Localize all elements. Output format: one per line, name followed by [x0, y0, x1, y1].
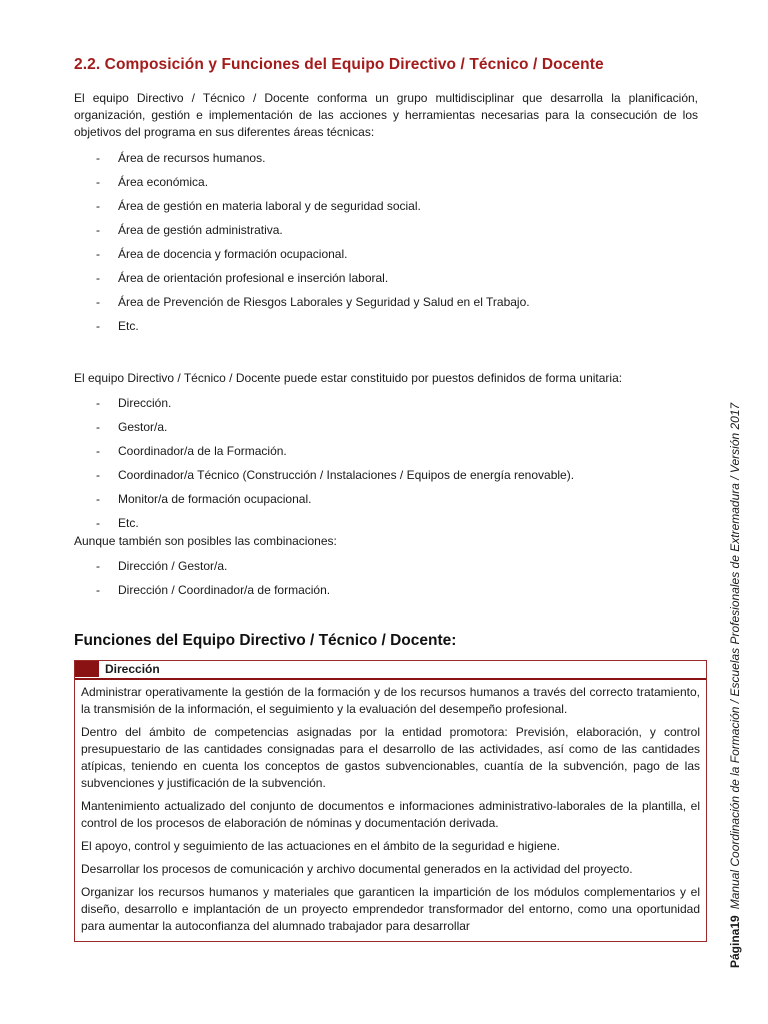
manual-title: Manual Coordinación de la Formación / Escuelas Profesionales de Extremadura / Versión 2017 [728, 402, 742, 910]
function-paragraph: Desarrollar los procesos de comunicación y archivo documental generados en la actividad del proyecto. [81, 862, 633, 876]
list-item: - Área de gestión en materia laboral y de seguridad social. [96, 199, 421, 213]
function-paragraph: Administrar operativamente la gestión de la formación y de los recursos humanos a través del correcto tratamiento, la transmisión de la información, el seguimiento y la evaluación del desempeño profesional. [81, 685, 700, 716]
box-body [75, 677, 706, 935]
puestos-list [74, 395, 698, 539]
function-paragraph: Dentro del ámbito de competencias asignadas por la entidad promotora: Previsión, elaboración, y control presupuestario de las cantidades consignadas para el desarrollo de las actividades, así como de las cantidades atípicas, teniendo en cuenta los conceptos de gastos subvencionables, cuantía de la subvención, pago de las subvenciones y justificación de la subvención. [81, 725, 700, 790]
list-item: - Dirección. [96, 396, 172, 410]
list-item: - Área de docencia y formación ocupacional. [96, 247, 348, 261]
dash-bullet: - [96, 271, 100, 285]
combinaciones-paragraph: Aunque también son posibles las combinaciones: [74, 534, 337, 548]
function-paragraph: Organizar los recursos humanos y materiales que garanticen la impartición de los módulos complementarios y el diseño, desarrollo e implantación de un proyecto emprendedor transformador del entorno, como una oportunidad para aumentar la autoconfianza del alumnado trabajador para desarrollar [81, 885, 700, 933]
list-item: - Etc. [96, 319, 139, 333]
list-item: - Área de recursos humanos. [96, 151, 266, 165]
box-header-label: Dirección [99, 661, 706, 677]
dash-bullet: - [96, 223, 100, 237]
combinaciones-list [74, 558, 698, 606]
list-item: - Coordinador/a Técnico (Construcción / Instalaciones / Equipos de energía renovable). [96, 468, 575, 482]
page-number: Página19 [728, 915, 742, 968]
funciones-title: Funciones del Equipo Directivo / Técnico / Docente: [74, 632, 457, 649]
dash-bullet: - [96, 151, 100, 165]
list-item: - Área de orientación profesional e inserción laboral. [96, 271, 389, 285]
dash-bullet: - [96, 468, 100, 482]
list-item: - Área económica. [96, 175, 209, 189]
dash-bullet: - [96, 420, 100, 434]
function-paragraph: El apoyo, control y seguimiento de las actuaciones en el ámbito de la seguridad e higiene. [81, 839, 560, 853]
dash-bullet: - [96, 444, 100, 458]
intro-paragraph: El equipo Directivo / Técnico / Docente conforma un grupo multidisciplinar que desarrolla la planificación, organización, gestión e implementación de las acciones y herramientas necesarias para la consecución de los objetivos del programa en sus diferentes áreas técnicas: [74, 91, 698, 139]
dash-bullet: - [96, 492, 100, 506]
function-paragraph: Mantenimiento actualizado del conjunto de documentos e informaciones administrativo-laborales de la plantilla, el control de los procesos de elaboración de nóminas y documentación derivada. [81, 799, 700, 830]
dash-bullet: - [96, 583, 100, 597]
dash-bullet: - [96, 319, 100, 333]
list-item: - Dirección / Coordinador/a de formación. [96, 583, 331, 597]
section-title: 2.2. Composición y Funciones del Equipo Directivo / Técnico / Docente [74, 56, 604, 73]
header-underline [75, 678, 706, 680]
dash-bullet: - [96, 396, 100, 410]
dash-bullet: - [96, 559, 100, 573]
header-marker [75, 661, 99, 677]
list-item: - Coordinador/a de la Formación. [96, 444, 287, 458]
list-item: - Dirección / Gestor/a. [96, 559, 228, 573]
list-item: - Gestor/a. [96, 420, 168, 434]
list-item: - Etc. [96, 516, 139, 530]
document-page [74, 56, 698, 942]
dash-bullet: - [96, 175, 100, 189]
list-item: - Área de Prevención de Riesgos Laborales y Seguridad y Salud en el Trabajo. [96, 295, 530, 309]
dash-bullet: - [96, 247, 100, 261]
dash-bullet: - [96, 295, 100, 309]
areas-list [74, 150, 698, 342]
direccion-functions-box [74, 660, 707, 942]
dash-bullet: - [96, 199, 100, 213]
list-item: - Área de gestión administrativa. [96, 223, 283, 237]
dash-bullet: - [96, 516, 100, 530]
list-item: - Monitor/a de formación ocupacional. [96, 492, 312, 506]
puestos-paragraph: El equipo Directivo / Técnico / Docente puede estar constituido por puestos definidos de forma unitaria: [74, 371, 623, 385]
side-footer [728, 403, 742, 968]
box-header [75, 661, 706, 677]
